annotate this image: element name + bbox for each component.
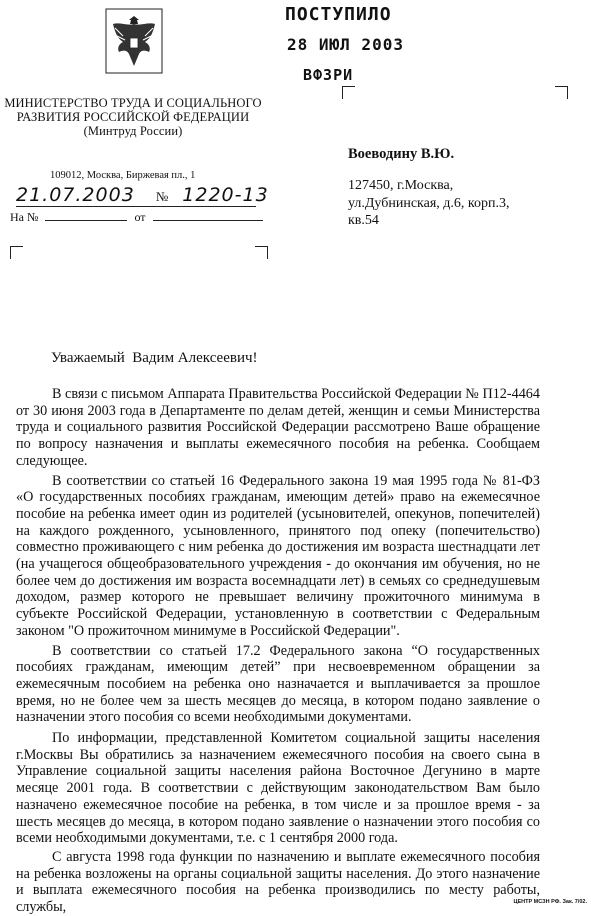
handwritten-date-number bbox=[16, 184, 269, 206]
received-stamp bbox=[285, 4, 415, 84]
print-mark: ЦЕНТР МСЗН РФ. Зак. 7/02. bbox=[513, 899, 587, 905]
corner-bracket-recipient-tr bbox=[555, 86, 568, 99]
letter-greeting: Уважаемый Вадим Алексеевич! bbox=[51, 350, 258, 366]
corner-bracket-tl bbox=[10, 246, 23, 259]
paragraph-3: В соответствии со статьей 17.2 Федерального закона “О государственных пособиях гражданам, имеющим детей” при несвоевременном обращении за ежемесячным пособием на ребенка оно назначается и выплачивается за прошлое время, но не более чем за шесть месяцев до месяца, в котором подано заявление о назначении этого пособия со всеми необходимыми документами. bbox=[16, 642, 540, 726]
number-sign: № bbox=[155, 189, 170, 204]
stamp-date: 28 ИЮЛ 2003 bbox=[287, 35, 404, 54]
ref-number-blank bbox=[45, 210, 127, 221]
stamp-line1: ПОСТУПИЛО bbox=[285, 4, 392, 25]
recipient-addr-line3: кв.54 bbox=[348, 213, 379, 228]
recipient-address bbox=[348, 177, 510, 230]
ministry-short-name: (Минтруд России) bbox=[83, 124, 183, 138]
paragraph-5: С августа 1998 года функции по назначению и выплате ежемесячного пособия на ребенка возложены на органы социальной защиты населения. До этого назначение и выплата ежемесячного пособия на ребенка производились по месту работы, службы, bbox=[16, 848, 540, 916]
reference-line bbox=[10, 210, 270, 225]
ref-date-blank bbox=[153, 210, 263, 221]
ref-label-na: На № bbox=[10, 210, 39, 224]
handwritten-date: 21.07.2003 bbox=[16, 184, 135, 206]
stamp-line3: ВФЗРИ bbox=[303, 66, 354, 84]
paragraph-2: В соответствии со статьей 16 Федерального закона 19 мая 1995 года № 81-ФЗ «О государственных пособиях гражданам, имеющим детей» право на ежемесячное пособие на ребенка имеет один из родителей (усыновителей, опекунов, попечителей) на каждого рожденного, усыновленного, принятого под опеку (попечительство) совместно проживающего с ним ребенка до достижения им возраста шестнадцати лет (на учащегося общеобразовательного учреждения - до окончания им обучения, но не более чем до достижения им возраста восемнадцати лет) в семьях со среднедушевым доходом, размер которого не превышает величину прожиточного минимума в субъекте Российской Федерации, установленную в соответствии с Федеральным законом "О прожиточном минимуме в Российской Федерации". bbox=[16, 472, 540, 639]
corner-bracket-recipient-tl bbox=[342, 86, 355, 99]
handwritten-number: 1220-13 bbox=[182, 184, 269, 206]
ministry-header bbox=[0, 96, 266, 138]
corner-bracket-tr bbox=[255, 246, 268, 259]
recipient-addr-line1: 127450, г.Москва, bbox=[348, 178, 454, 193]
date-underline bbox=[16, 206, 256, 207]
paragraph-4: По информации, представленной Комитетом социальной защиты населения г.Москвы Вы обратились за назначением ежемесячного пособия на своего сына в Управление социальной защиты населения района Восточное Дегунино в марте месяце 2001 года. В соответствии с действующим законодательством Вам было назначено ежемесячное пособие на ребенка, в том числе и за прошлое время - за шесть месяцев до месяца, в котором подано заявление о назначении этого пособия со всеми необходимыми документами, т.е. с 1 сентября 2000 года. bbox=[16, 730, 540, 847]
ref-label-ot: от bbox=[134, 210, 146, 224]
coat-of-arms-emblem bbox=[105, 8, 163, 74]
letter-body bbox=[16, 386, 540, 916]
paragraph-1: В связи с письмом Аппарата Правительства Российской Федерации № П12-4464 от 30 июня 2003 года в Департаменте по делам детей, женщин и семьи Министерства труда и социального развития Российской Федерации рассмотрено Ваше обращение по вопросу назначения и выплаты ежемесячного пособия на ребенка. Сообщаем следующее. bbox=[16, 386, 540, 469]
sender-address: 109012, Москва, Биржевая пл., 1 bbox=[50, 170, 196, 181]
ministry-line1: МИНИСТЕРСТВО ТРУДА И СОЦИАЛЬНОГО bbox=[4, 96, 262, 110]
recipient-addr-line2: ул.Дубнинская, д.6, корп.3, bbox=[348, 195, 510, 211]
ministry-line2: РАЗВИТИЯ РОССИЙСКОЙ ФЕДЕРАЦИИ bbox=[16, 110, 250, 124]
recipient-name: Воеводину В.Ю. bbox=[348, 146, 455, 162]
